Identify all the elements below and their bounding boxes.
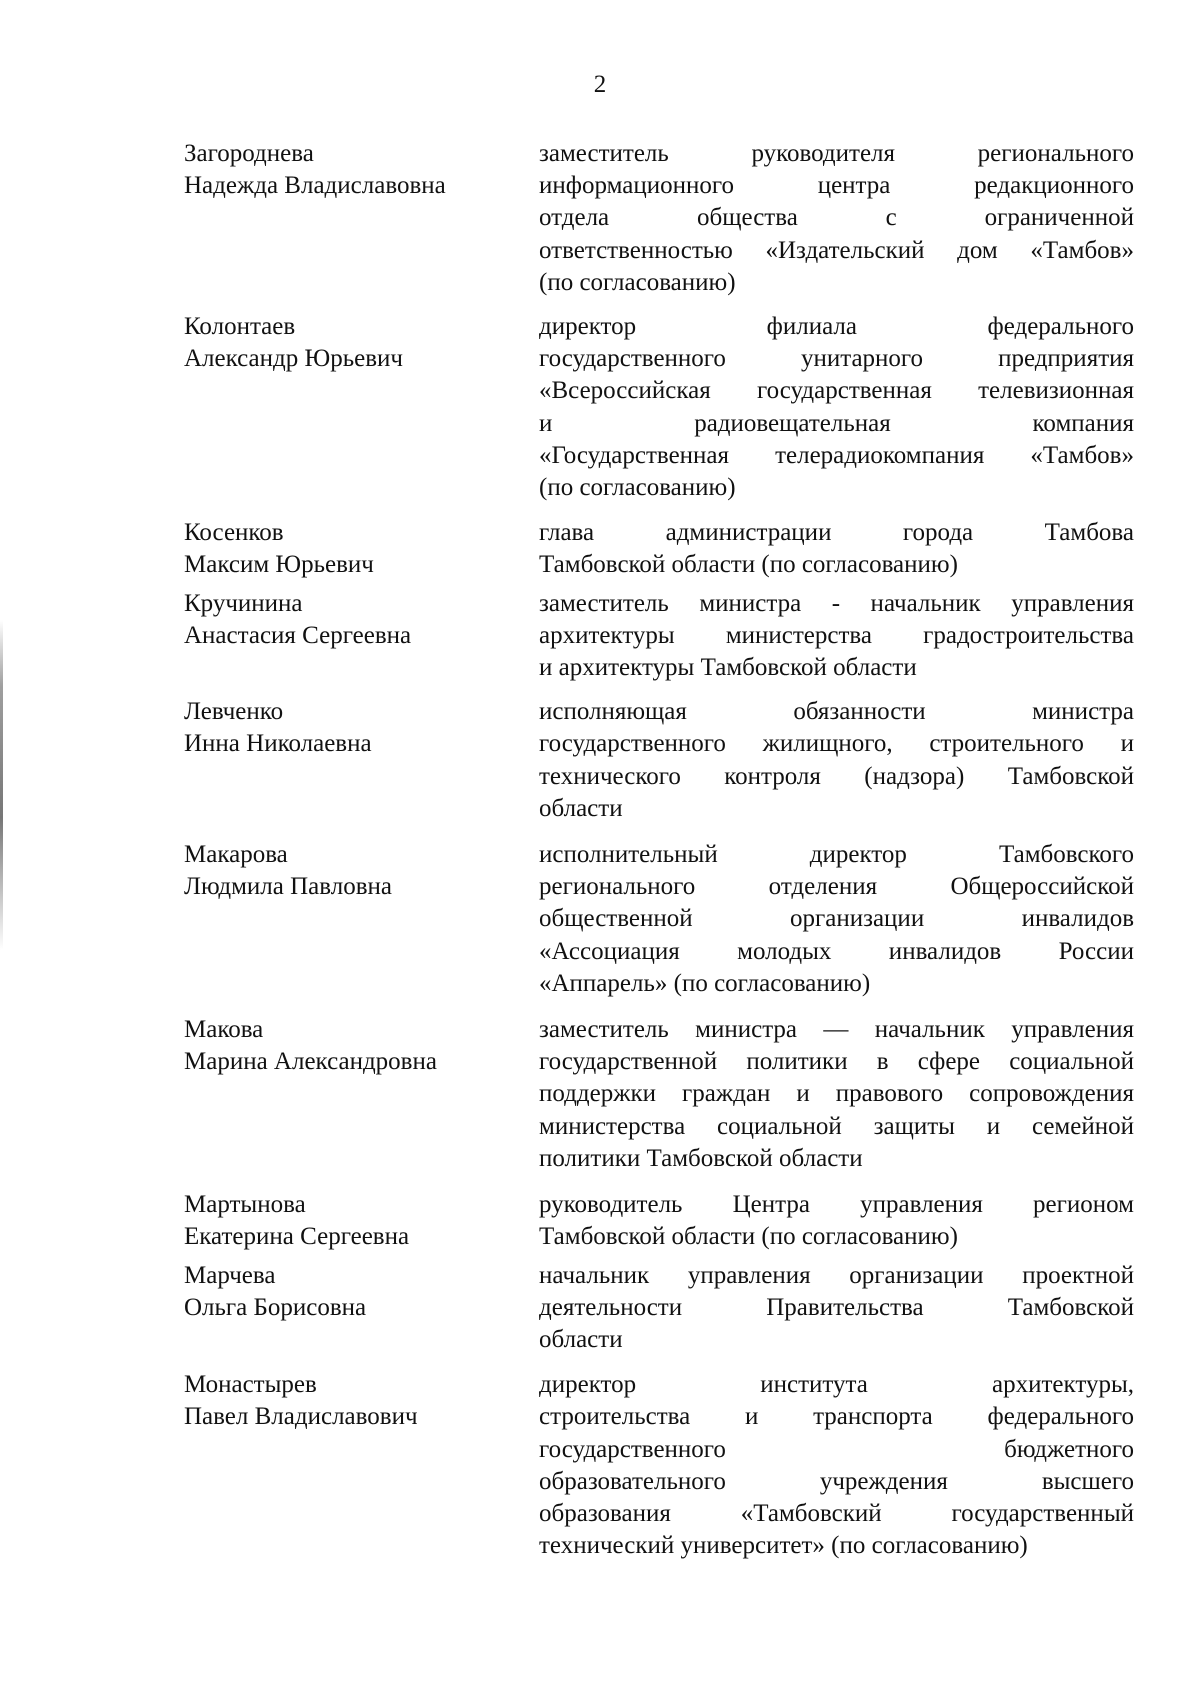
position-line: заместитель руководителя регионального [539,140,1134,167]
position-line: архитектуры министерства градостроительства [539,621,1134,649]
member-position [539,138,1134,299]
position-line: руководитель Центра управления регионом [539,1191,1134,1219]
position-line: образовательного учреждения высшего [539,1467,1134,1495]
position-line: государственного бюджетного [539,1435,1134,1463]
member-given-names: Александр Юрьевич [184,345,403,373]
member-position [539,1189,1134,1253]
position-line: технический университет» (по согласованию) [539,1532,1028,1560]
member-row [184,517,1134,581]
position-line: образования «Тамбовский государственный [539,1499,1134,1527]
member-row [184,1189,1134,1253]
member-surname: Кручинина [184,589,303,617]
position-line: отдела общества с ограниченной [539,204,1134,232]
position-line: глава администрации города Тамбова [539,519,1134,547]
member-name [184,588,539,652]
position-line: директор филиала федерального [539,313,1134,341]
member-surname: Монастырев [184,1371,317,1399]
member-position [539,1369,1134,1562]
member-given-names: Ольга Борисовна [184,1293,367,1321]
member-row [184,696,1134,825]
page-number: 2 [593,71,607,98]
member-surname: Мартынова [184,1191,306,1219]
member-given-names: Анастасия Сергеевна [184,621,412,649]
member-position [539,517,1134,581]
member-position [539,311,1134,504]
position-line: Тамбовской области (по согласованию) [539,1223,958,1251]
member-position [539,588,1134,685]
member-surname: Колонтаев [184,313,296,341]
member-row [184,588,1134,685]
member-row [184,1014,1134,1175]
member-position [539,839,1134,1000]
position-line: строительства и транспорта федерального [539,1403,1134,1431]
member-given-names: Екатерина Сергеевна [184,1223,410,1251]
position-line: (по согласованию) [539,268,736,296]
member-surname: Загороднева [184,140,314,167]
position-line: министерства социальной защиты и семейной [539,1112,1134,1140]
position-line: «Государственная телерадиокомпания «Тамбов» [539,441,1134,469]
position-line: директор института архитектуры, [539,1371,1134,1399]
position-line: исполнительный директор Тамбовского [539,841,1134,869]
scan-edge-shadow [0,620,3,950]
position-line: регионального отделения Общероссийской [539,873,1134,901]
position-line: технического контроля (надзора) Тамбовской [539,762,1134,790]
position-line: информационного центра редакционного [539,172,1134,200]
position-line: «Всероссийская государственная телевизионная [539,377,1134,405]
position-line: и архитектуры Тамбовской области [539,654,917,682]
member-given-names: Марина Александровна [184,1048,437,1076]
member-given-names: Людмила Павловна [184,873,392,901]
position-line: области [539,794,623,822]
member-name [184,311,539,375]
member-given-names: Максим Юрьевич [184,551,374,579]
member-row [184,138,1134,299]
member-given-names: Надежда Владиславовна [184,172,446,199]
position-line: политики Тамбовской области [539,1144,863,1172]
member-surname: Макарова [184,841,288,869]
member-given-names: Инна Николаевна [184,730,372,758]
member-name [184,1260,539,1324]
member-surname: Левченко [184,698,284,726]
member-name [184,138,539,202]
member-row [184,1369,1134,1562]
position-line: Тамбовской области (по согласованию) [539,551,958,579]
member-row [184,311,1134,504]
member-surname: Марчева [184,1261,276,1289]
member-given-names: Павел Владиславович [184,1403,418,1431]
position-line: государственной политики в сфере социальной [539,1048,1134,1076]
member-position [539,696,1134,825]
position-line: поддержки граждан и правового сопровождения [539,1080,1134,1108]
member-name [184,696,539,760]
position-line: деятельности Правительства Тамбовской [539,1293,1134,1321]
position-line: и радиовещательная компания [539,409,1134,437]
position-line: (по согласованию) [539,474,736,502]
member-row [184,1260,1134,1357]
position-line: области [539,1325,623,1353]
position-line: государственного унитарного предприятия [539,345,1134,373]
position-line: ответственностью «Издательский дом «Тамбов» [539,236,1134,264]
position-line: «Ассоциация молодых инвалидов России [539,937,1134,965]
member-name [184,1189,539,1253]
position-line: общественной организации инвалидов [539,905,1134,933]
member-surname: Макова [184,1016,264,1044]
position-line: заместитель министра - начальник управления [539,589,1134,617]
member-position [539,1014,1134,1175]
position-line: государственного жилищного, строительного и [539,730,1134,758]
member-name [184,517,539,581]
position-line: исполняющая обязанности министра [539,698,1134,726]
member-row [184,839,1134,1000]
member-position [539,1260,1134,1357]
position-line: заместитель министра — начальник управления [539,1016,1134,1044]
member-name [184,1014,539,1078]
members-list [184,138,1134,1562]
member-name [184,1369,539,1433]
member-surname: Косенков [184,519,284,547]
position-line: начальник управления организации проектной [539,1261,1134,1289]
position-line: «Аппарель» (по согласованию) [539,969,871,997]
member-name [184,839,539,903]
